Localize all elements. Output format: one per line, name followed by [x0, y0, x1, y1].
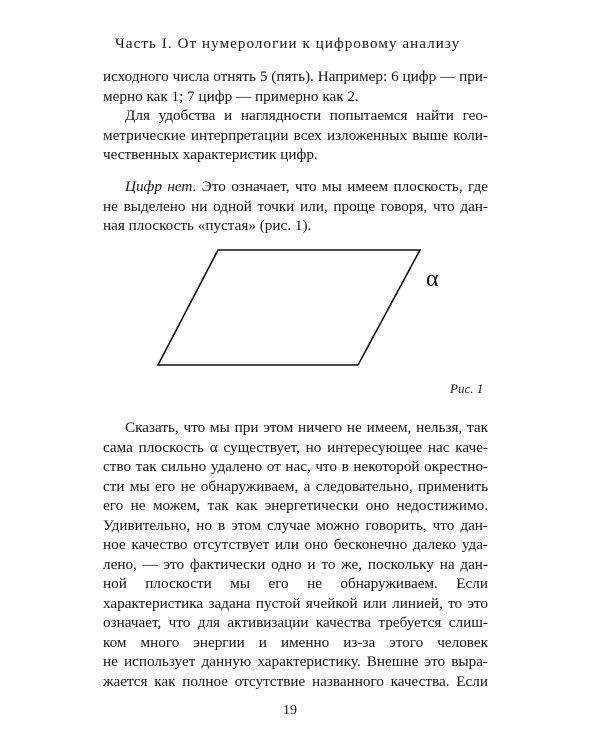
- text-line: ком много энергии и именно из-за этого человек: [103, 633, 488, 651]
- text-line: не использует данную характеристику. Внешне это выра-: [103, 653, 488, 670]
- text-line: Удивительно, но в этом случае можно говорить, что дан-: [103, 516, 488, 534]
- text-line: означает, что для активизации качества требуется слиш-: [103, 614, 488, 631]
- text-line: мерно как 1; 7 цифр — примерно как 2.: [103, 87, 359, 105]
- plane-label-alpha: α: [426, 266, 439, 292]
- paragraph-no-digits: [103, 177, 488, 236]
- paragraph-continuation: [103, 67, 488, 165]
- page-number: 19: [283, 703, 297, 718]
- text-line: его не можем, так как энергетически оно недостижимо.: [103, 497, 488, 514]
- italic-lead: Цифр нет.: [125, 178, 197, 195]
- paragraph-explanation: [103, 418, 488, 691]
- text-line: не выделено ни одной точки или, проще говоря, что дан-: [103, 197, 488, 215]
- text-line: ство так сильно удалено от нас, что в некоторой окрестно-: [103, 458, 488, 475]
- text-line: жается как полное отсутствие названного качества. Если: [103, 672, 488, 690]
- figure-caption: Рис. 1: [450, 381, 484, 396]
- text-line: исходного числа отнять 5 (пять). Например: 6 цифр — при-: [103, 68, 488, 85]
- text-line: сама плоскость α существует, но интересующее нас каче-: [103, 438, 488, 456]
- text-line: метрические интерпретации всех изложенных выше коли-: [103, 126, 488, 144]
- text-line: ной плоскости мы его не обнаруживаем. Если: [103, 575, 488, 592]
- text-line: ное качество отсутствует или оно бесконечно далеко уда-: [103, 536, 488, 553]
- text-line: сти мы его не обнаруживаем, а следовательно, применить: [103, 477, 488, 495]
- text-line: характеристика задана пустой ячейкой или линией, то это: [103, 594, 488, 612]
- text-line: [103, 177, 488, 197]
- text-line: Для удобства и наглядности попытаемся найти гео-: [125, 107, 488, 124]
- text-line: чественных характеристик цифр.: [103, 146, 318, 163]
- text-line: ная плоскость «пустая» (рис. 1).: [103, 217, 312, 234]
- text-line: Сказать, что мы при этом ничего не имеем, нельзя, так: [125, 419, 488, 436]
- text-line: лено, — это фактически одно и то же, поскольку на дан-: [103, 555, 488, 573]
- parallelogram-shape: [158, 250, 420, 365]
- running-header: Часть I. От нумерологии к цифровому анализу: [115, 36, 461, 52]
- text-fragment: Это означает, что мы имеем плоскость, где: [196, 178, 488, 195]
- plane-parallelogram-figure: [150, 240, 430, 375]
